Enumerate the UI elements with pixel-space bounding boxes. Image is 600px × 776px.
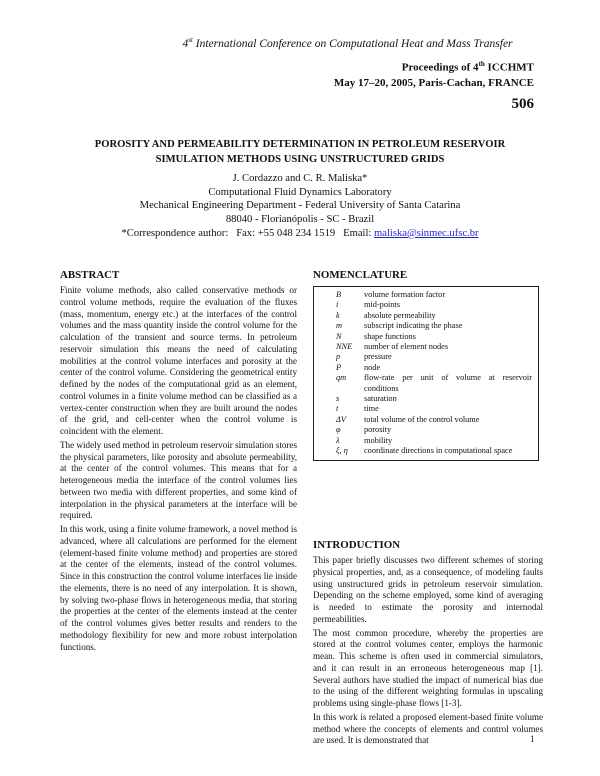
- conference-header: 4st International Conference on Computational Heat and Mass Transfer: [182, 36, 513, 50]
- nomenclature-row: N shape functions: [336, 331, 416, 341]
- introduction-paragraph: In this work is related a proposed element-based finite volume method where the concepts of elements and control volumes are used. It is demonstrated that: [313, 711, 543, 746]
- lab-name: Computational Fluid Dynamics Laboratory: [208, 186, 392, 198]
- dates-location: May 17–20, 2005, Paris-Cachan, FRANCE: [333, 76, 534, 89]
- nomenclature-table: [313, 286, 539, 461]
- nomenclature-heading: NOMENCLATURE: [313, 269, 408, 281]
- nomenclature-row: λ mobility: [336, 435, 393, 445]
- nomenclature-row: φ porosity: [336, 425, 392, 435]
- paper-number: 506: [511, 95, 534, 112]
- introduction-heading: INTRODUCTION: [313, 539, 401, 551]
- address: 88040 - Florianópolis - SC - Brazil: [225, 214, 375, 226]
- introduction-paragraph: The most common procedure, whereby the properties are stored at the control volumes center, employs the harmonic mean. This scheme is often used in commercial simulators, and it can result in an erroneous heterogeneous map [1]. Several authors have studied the impact of numerical bias due to the using of the different weighting formulas in upscaling problems using single-phase flows [1-3].: [313, 627, 543, 708]
- nomenclature-row: i mid-points: [336, 300, 400, 310]
- page-number: 1: [530, 734, 535, 744]
- nomenclature-row: s saturation: [336, 394, 397, 404]
- proceedings-block: [334, 57, 534, 115]
- email-link[interactable]: maliska@sinmec.ufsc.br: [374, 227, 479, 239]
- nomenclature-section: [313, 269, 543, 461]
- abstract-paragraph: Finite volume methods, also called conservative methods or control volume methods, require the evaluation of the fluxes (mass, momentum, energy etc.) at the interfaces of the control volumes and the mass quantity inside the control volume for the calculation of the transient and source terms. In petroleum reservoir simulation this means the need of calculating mobilities at the control volume interfaces and porosity at the center of the control volume. Considering the geometrical entity defined by the nodes of the computational grid as an element, control volumes in a finite volume method can be classified as a vertex-center construction when they are built around the nodes of the grid, and cell-center when the control volume is coincident with the element.: [60, 285, 297, 436]
- nomenclature-row: ΔV total volume of the control volume: [336, 414, 480, 424]
- abstract-heading: ABSTRACT: [60, 269, 120, 281]
- nomenclature-row: NNE number of element nodes: [336, 342, 449, 352]
- abstract-paragraph: In this work, using a finite volume framework, a novel method is advanced, where all calculations are performed for the element (element-based finite volume method) and properties are stored at the center of the elements, instead of the control volumes. Since in this construction the control volume interfaces lie inside the elements, there is no need of any interpolation. It is shown, by solving two-phase flows in heterogeneous media, that storing the properties at the center of the elements instead at the center of the control volumes gives better results and renders to the methodology flexibility for new and more robust interpolation functions.: [60, 524, 297, 652]
- nomenclature-row: qm flow-rate per unit of volume at reservoir conditions: [336, 373, 532, 393]
- introduction-section: [313, 539, 543, 749]
- nomenclature-row: k absolute permeability: [336, 310, 436, 320]
- authors-block: [60, 172, 540, 241]
- nomenclature-row: t time: [336, 404, 379, 414]
- introduction-paragraph: This paper briefly discusses two different schemes of storing physical properties, and, as a consequence, of modeling faults using unstructured grids in petroleum reservoir simulation. Depending on the scheme employed, some kind of averaging is needed to estimate the porosity and internodal permeabilities.: [313, 555, 543, 624]
- nomenclature-row: m subscript indicating the phase: [336, 321, 463, 331]
- abstract-section: [60, 269, 297, 655]
- nomenclature-row: ξ, η coordinate directions in computational space: [336, 446, 513, 456]
- nomenclature-row: p pressure: [336, 352, 392, 362]
- correspondence: *Correspondence author: Fax: +55 048 234 1519 Email: maliska@sinmec.ufsc.br: [121, 227, 479, 239]
- abstract-paragraph: The widely used method in petroleum reservoir simulation stores the physical parameters, like porosity and absolute permeability, at the center of the control volumes. This means that for a heterogeneous media the interface of the control volumes lies between two media with different properties, and some kind of interpolation in the physical parameters at the interface will be required.: [60, 439, 297, 521]
- paper-title: POROSITY AND PERMEABILITY DETERMINATION IN PETROLEUM RESERVOIR SIMULATION METHODS USING UNSTRUCTURED GRIDS: [94, 139, 506, 165]
- author-names: J. Cordazzo and C. R. Maliska*: [232, 173, 368, 184]
- nomenclature-row: P node: [336, 362, 381, 372]
- department: Mechanical Engineering Department - Federal University of Santa Catarina: [139, 200, 461, 212]
- proceedings-line: Proceedings of 4th ICCHMT: [401, 60, 534, 74]
- nomenclature-row: B volume formation factor: [336, 290, 446, 299]
